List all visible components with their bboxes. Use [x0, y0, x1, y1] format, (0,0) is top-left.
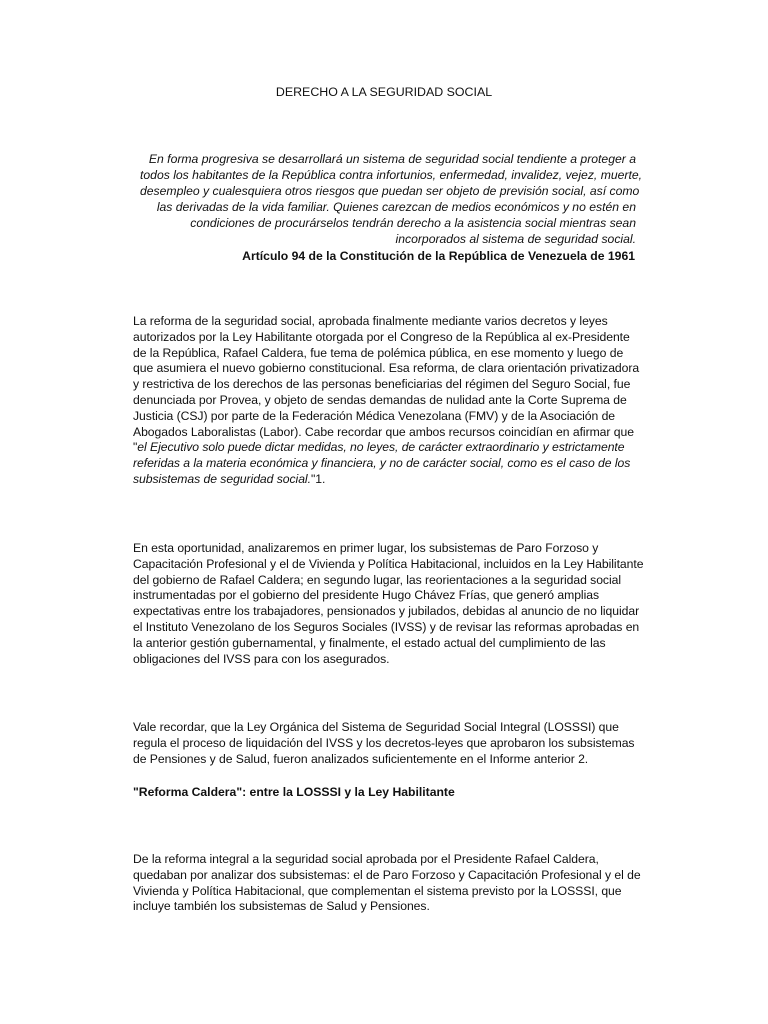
paragraph-line: autorizados por la Ley Habilitante otorgada por el Congreso de la República al ex-Presidente: [133, 329, 630, 344]
epigraph-line: incorporados al sistema de seguridad social.: [395, 231, 636, 246]
paragraph-line: Vivienda y Política Habitacional, que complementan el sistema previsto por la LOSSSI, que: [133, 883, 622, 898]
paragraph-4: [133, 852, 641, 915]
paragraph-line: obligaciones del IVSS para con los asegurados.: [133, 651, 390, 666]
epigraph-line: desempleo y cualesquiera otros riesgos que puedan ser objeto de previsión social, así como: [140, 183, 640, 198]
document-title: DERECHO A LA SEGURIDAD SOCIAL: [275, 85, 493, 99]
paragraph-line: el Instituto Venezolano de los Seguros Sociales (IVSS) y de revisar las reformas aprobadas en: [133, 619, 640, 634]
paragraph-line: que asumiera el nuevo gobierno constitucional. Esa reforma, de clara orientación privatizadora: [133, 361, 640, 376]
paragraph-line: La reforma de la seguridad social, aprobada finalmente mediante varios decretos y leyes: [133, 314, 608, 328]
paragraph-2: [133, 541, 644, 667]
epigraph-line: condiciones de procurárselos tendrán derecho a la asistencia social mientras sean: [190, 215, 636, 230]
paragraph-line: expectativas entre los trabajadores, pensionados y jubilados, debidas al anuncio de no liquidar: [133, 604, 640, 619]
paragraph-line: denunciada por Provea, y objeto de sendas demandas de nulidad ante la Corte Suprema de: [133, 392, 627, 407]
paragraph-line: Abogados Laboralistas (Labor). Cabe recordar que ambos recursos coincidían en afirmar que: [133, 424, 634, 439]
quoted-line: [133, 472, 633, 488]
quote-close-footnote: "1.: [310, 471, 326, 486]
paragraph-line: Justicia (CSJ) por parte de la Federación Médica Venezolana (FMV) y de la Asociación de: [133, 408, 616, 423]
paragraph-line: regula el proceso de liquidación del IVSS y los decretos-leyes que aprobaron los subsistemas: [133, 735, 635, 750]
paragraph-line: de la República, Rafael Caldera, fue tema de polémica pública, en ese momento y luego de: [133, 345, 624, 360]
epigraph-citation: Artículo 94 de la Constitución de la República de Venezuela de 1961: [242, 249, 635, 263]
paragraph-3: [133, 720, 633, 767]
paragraph-line: En esta oportunidad, analizaremos en primer lugar, los subsistemas de Paro Forzoso y: [133, 541, 599, 555]
paragraph-line: la anterior gestión gubernamental, y finalmente, el estado actual del cumplimiento de las: [133, 635, 606, 650]
paragraph-line: incluye también los subsistemas de Salud y Pensiones.: [133, 899, 430, 914]
paragraph-line: Vale recordar, que la Ley Orgánica del Sistema de Seguridad Social Integral (LOSSSI) que: [133, 720, 619, 734]
quoted-text: referidas a la materia económica y financiera, y no de carácter social, como es el caso de los: [133, 456, 631, 471]
paragraph-line: de Pensiones y de Salud, fueron analizados suficientemente en el Informe anterior 2.: [133, 751, 589, 766]
paragraph-line: y restrictiva de los derechos de las personas beneficiarias del régimen del Seguro Social, fue: [133, 377, 631, 392]
paragraph-line: quedaban por analizar dos subsistemas: el de Paro Forzoso y Capacitación Profesional y el de: [133, 867, 641, 882]
section-subheading: "Reforma Caldera": entre la LOSSSI y la Ley Habilitante: [133, 785, 455, 799]
epigraph-line: las derivadas de la vida familiar. Quienes carezcan de medios económicos y no estén en: [156, 199, 636, 214]
epigraph-line: En forma progresiva se desarrollará un sistema de seguridad social tendiente a proteger a: [148, 152, 636, 166]
quoted-text: el Ejecutivo solo puede dictar medidas, no leyes, de carácter extraordinario y estrictamente: [137, 440, 625, 455]
epigraph-quote: [140, 152, 643, 247]
paragraph-line: De la reforma integral a la seguridad social aprobada por el Presidente Rafael Caldera,: [133, 852, 599, 866]
paragraph-line: Capacitación Profesional y el de Vivienda y Política Habitacional, incluidos en la Ley Habilitante: [133, 556, 644, 571]
quoted-text: subsistemas de seguridad social.: [133, 471, 311, 486]
paragraph-line: del gobierno de Rafael Caldera; en segundo lugar, las reorientaciones a la seguridad social: [133, 572, 622, 587]
paragraph-1: [133, 314, 640, 488]
paragraph-line: instrumentadas por el gobierno del presidente Hugo Chávez Frías, que generó amplias: [133, 588, 600, 603]
quote-open-mark: ": [133, 440, 138, 455]
epigraph-line: todos los habitantes de la República contra infortunios, enfermedad, invalidez, vejez, muerte,: [140, 167, 643, 182]
quoted-line: [133, 440, 633, 456]
